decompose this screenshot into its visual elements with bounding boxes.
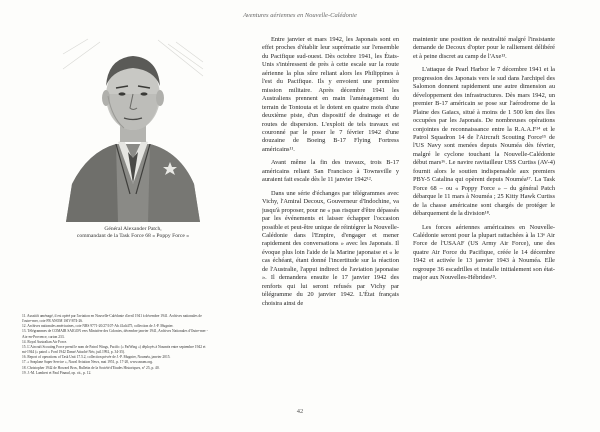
paragraph: Dans une série d'échanges par télégrammes avec Vichy, l'Amiral Decoux, Gouverneur d'Indochine, va jusqu'à proposer, pour ne « pas risquer d'être dépassés par les événements et laisser échapper l'occasion possible et peut-être unique de réintégrer la Nouvelle-Calédonie dans l'Empire, d'engager et mener rapidement des conversations » avec les Japonais. Il évoque plus loin l'aide de la Marine japonaise et « le cas échéant, étant donné l'incertitude sur la réaction de l'Australie, l'appui indirect de l'aviation japonaise ». Il demandera ensuite le 17 janvier 1942 des renforts qui lui seront refusés par Vichy par télégramme du 20 janvier 1942. L'État français choisira ainsi de (262, 189, 399, 307)
footnote: 12. Archives nationales américaines, cote NRS 9771-20/27/107-Ab 41alt475, collection de J.-P. Mugnier. (22, 324, 174, 329)
paragraph: L'attaque de Pearl Harbor le 7 décembre 1941 et la progression des Japonais vers le sud dans l'archipel des Salomon donnent rapidement une autre dimension au développement des infrastructures. Dès mars 1942, un premier B-17 américain se pose sur l'aérodrome de la Plaine des Gaïacs, situé à moins de 1 500 km des îles occupées par les Japonais. De nombreuses opérations conjointes de reconnaissance entre la R.A.A.F¹⁴ et le Patrol Squadron 14 de l'Aircraft Scouting Force¹⁵ de l'US Navy sont menées depuis Nouméa dès février, malgré le cyclone touchant la Nouvelle-Calédonie début mars¹⁶. Le navire ravitailleur USS Curtiss (AV-4) fournit alors le soutien indispensable aux premiers PBY-5 Catalina qui opèrent depuis Nouméa¹⁷. La Task Force 68 – ou « Poppy Force » – du général Patch débarque le 11 mars à Nouméa ; 25 Kitty Hawk Curtiss de la chasse américaine sont chargés de protéger le débarquement de la division¹⁸. (413, 66, 555, 218)
paragraph: Les forces aériennes américaines en Nouvelle-Calédonie seront pour la plupart rattachées à la 13ᵉ Air Force de l'USAAF (US Army Air Force), une des quatre Air Force du Pacifique, créée le 14 décembre 1942 et activée le 13 janvier 1943 à Nouméa. Elle regroupe 36 escadrilles et installe initialement son état-major aux Nouvelles-Hébrides¹⁹. (413, 223, 555, 282)
text-column-middle (262, 36, 399, 408)
caption-line: commandant de la Task Force 68 « Poppy Force » (76, 233, 190, 240)
footnote: 16. Report of operations of Task Unit 17.5.2, collection privée de J.-P. Mugnier, Nouméa, janvier 2015. (22, 355, 171, 360)
footnote: 17. « Seaplane Super Service », Naval Aviation News, mai 1951, p. 17-20, www.nnam.org. (22, 360, 153, 365)
text-column-right (413, 36, 555, 408)
caption-line: Général Alexander Patch, (104, 226, 162, 232)
footnote: 14. Royal Australian Air Force. (22, 339, 68, 344)
page-number: 42 (296, 408, 304, 415)
paragraph: Avant même la fin des travaux, trois B-17 américains reliant San Francisco à Townsville y auraient fait escale dès le 11 janvier 1942¹². (262, 159, 399, 184)
footnote: 15. L'Aircraft Scouting Force prend le nom de Patrol Wings, Pacific (« PatWing ») déployés à Nouméa entre septembre 1942 et (22, 344, 206, 349)
portrait-illustration (58, 34, 208, 222)
footnote: mi-1944 (« patrol » Ford 1942 Dansé Attaché Néo, juil.1992, p. 34-35). (22, 350, 126, 355)
footnotes (22, 314, 254, 376)
running-head: Aventures aériennes en Nouvelle-Calédonie (243, 12, 357, 19)
paragraph: maintenir une position de neutralité malgré l'insistante demande de Decoux d'opter pour le ralliement délibéré et à peine discret au camp de l'Axe¹³. (413, 36, 555, 60)
footnote: 19. J.-M. Lambert et Paul Pinaud, op. cit., p. 12. (22, 370, 92, 375)
footnote: Aix-en-Provence, carton 233. (22, 334, 65, 339)
footnote: 18. Christopher 1942 de Howard Bros, Bulletin de la Société d'Études Historiques, n° 25, p. 40. (22, 365, 160, 370)
figure-caption (58, 226, 208, 240)
footnote: 11. Aussitôt aménagé, il est opéré par l'aviation en Nouvelle-Calédonie d'avril 1941 à décembre 1941. Archives nationales de (22, 314, 202, 318)
footnote: 13. Télégrammes de COMAIR SAIGON vers Ministère des Colonies, décembre janvier 1941, Archives Nationales d'Outre-mer - (22, 329, 208, 334)
paragraph: Entre janvier et mars 1942, les Japonais sont en effet proches d'établir leur suprématie sur l'ensemble du Pacifique sud-ouest. Dès octobre 1941, les États-Unis s'intéressent de près à cette escale sur la route aérienne la plus sûre reliant alors les Philippines à l'est du Pacifique. Ils y envoient une première mission militaire. Après décembre 1941 les Australiens prennent en main l'aménagement du terrain de Tontouta et le dotent en quatre mois d'une deuxième piste, d'un dispositif de drainage et de routes de dispersion. L'exploit de tels travaux est couronné par le poser le 7 février 1942 d'une douzaine de Boeing B-17 Flying Fortress américains¹¹. (262, 36, 399, 153)
footnote: l'outre-mer, cote FR ANOM 1SIV/874-26. (22, 319, 83, 324)
